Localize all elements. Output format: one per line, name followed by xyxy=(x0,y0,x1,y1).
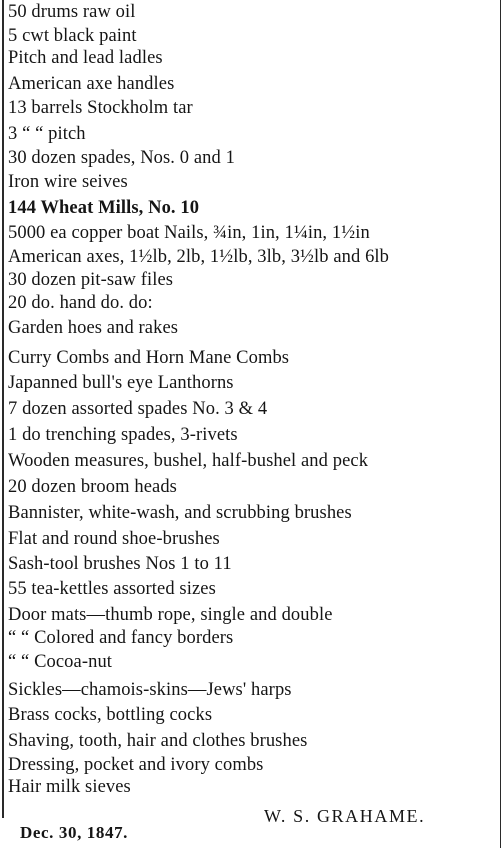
list-item: 5 cwt black paint xyxy=(8,26,137,46)
list-item: Shaving, tooth, hair and clothes brushes xyxy=(8,731,308,751)
list-item: 20 dozen broom heads xyxy=(8,477,177,497)
list-item: 20 do. hand do. do: xyxy=(8,293,153,313)
list-item: 5000 ea copper boat Nails, ¾in, 1in, 1¼in, 1½in xyxy=(8,223,370,243)
list-item: Sickles—chamois-skins—Jews' harps xyxy=(8,680,292,700)
list-item: Pitch and lead ladles xyxy=(8,48,163,68)
left-column-rule xyxy=(2,0,4,818)
list-item: Japanned bull's eye Lanthorns xyxy=(8,373,234,393)
list-item: Brass cocks, bottling cocks xyxy=(8,705,213,725)
list-item: Curry Combs and Horn Mane Combs xyxy=(8,348,290,368)
list-item: 13 barrels Stockholm tar xyxy=(8,98,193,118)
list-item: 3 “ “ pitch xyxy=(8,124,86,144)
list-item: Iron wire seives xyxy=(8,172,128,192)
list-item: “ “ Cocoa-nut xyxy=(8,652,113,672)
list-item: 30 dozen pit-saw files xyxy=(8,270,174,290)
list-item: Door mats—thumb rope, single and double xyxy=(8,605,333,625)
ad-date: Dec. 30, 1847. xyxy=(20,823,129,842)
list-item: Sash-tool brushes Nos 1 to 11 xyxy=(8,554,232,574)
list-item: Flat and round shoe-brushes xyxy=(8,529,220,549)
list-item: Dressing, pocket and ivory combs xyxy=(8,755,264,775)
merchant-signature: W. S. GRAHAME. xyxy=(264,806,426,826)
list-item: American axes, 1½lb, 2lb, 1½lb, 3lb, 3½lb and 6lb xyxy=(8,247,390,267)
list-item: Wooden measures, bushel, half-bushel and peck xyxy=(8,451,369,471)
list-item: “ “ Colored and fancy borders xyxy=(8,628,234,648)
right-column-rule xyxy=(500,0,502,848)
list-item: American axe handles xyxy=(8,74,175,94)
list-item: 144 Wheat Mills, No. 10 xyxy=(8,198,200,218)
list-item: 1 do trenching spades, 3-rivets xyxy=(8,425,238,445)
list-item: Hair milk sieves xyxy=(8,777,131,797)
list-item: 55 tea-kettles assorted sizes xyxy=(8,579,216,599)
list-item: Bannister, white-wash, and scrubbing brushes xyxy=(8,503,352,523)
list-item: 30 dozen spades, Nos. 0 and 1 xyxy=(8,148,235,168)
list-item: 7 dozen assorted spades No. 3 & 4 xyxy=(8,399,268,419)
list-item: Garden hoes and rakes xyxy=(8,318,179,338)
list-item: 50 drums raw oil xyxy=(8,2,136,22)
